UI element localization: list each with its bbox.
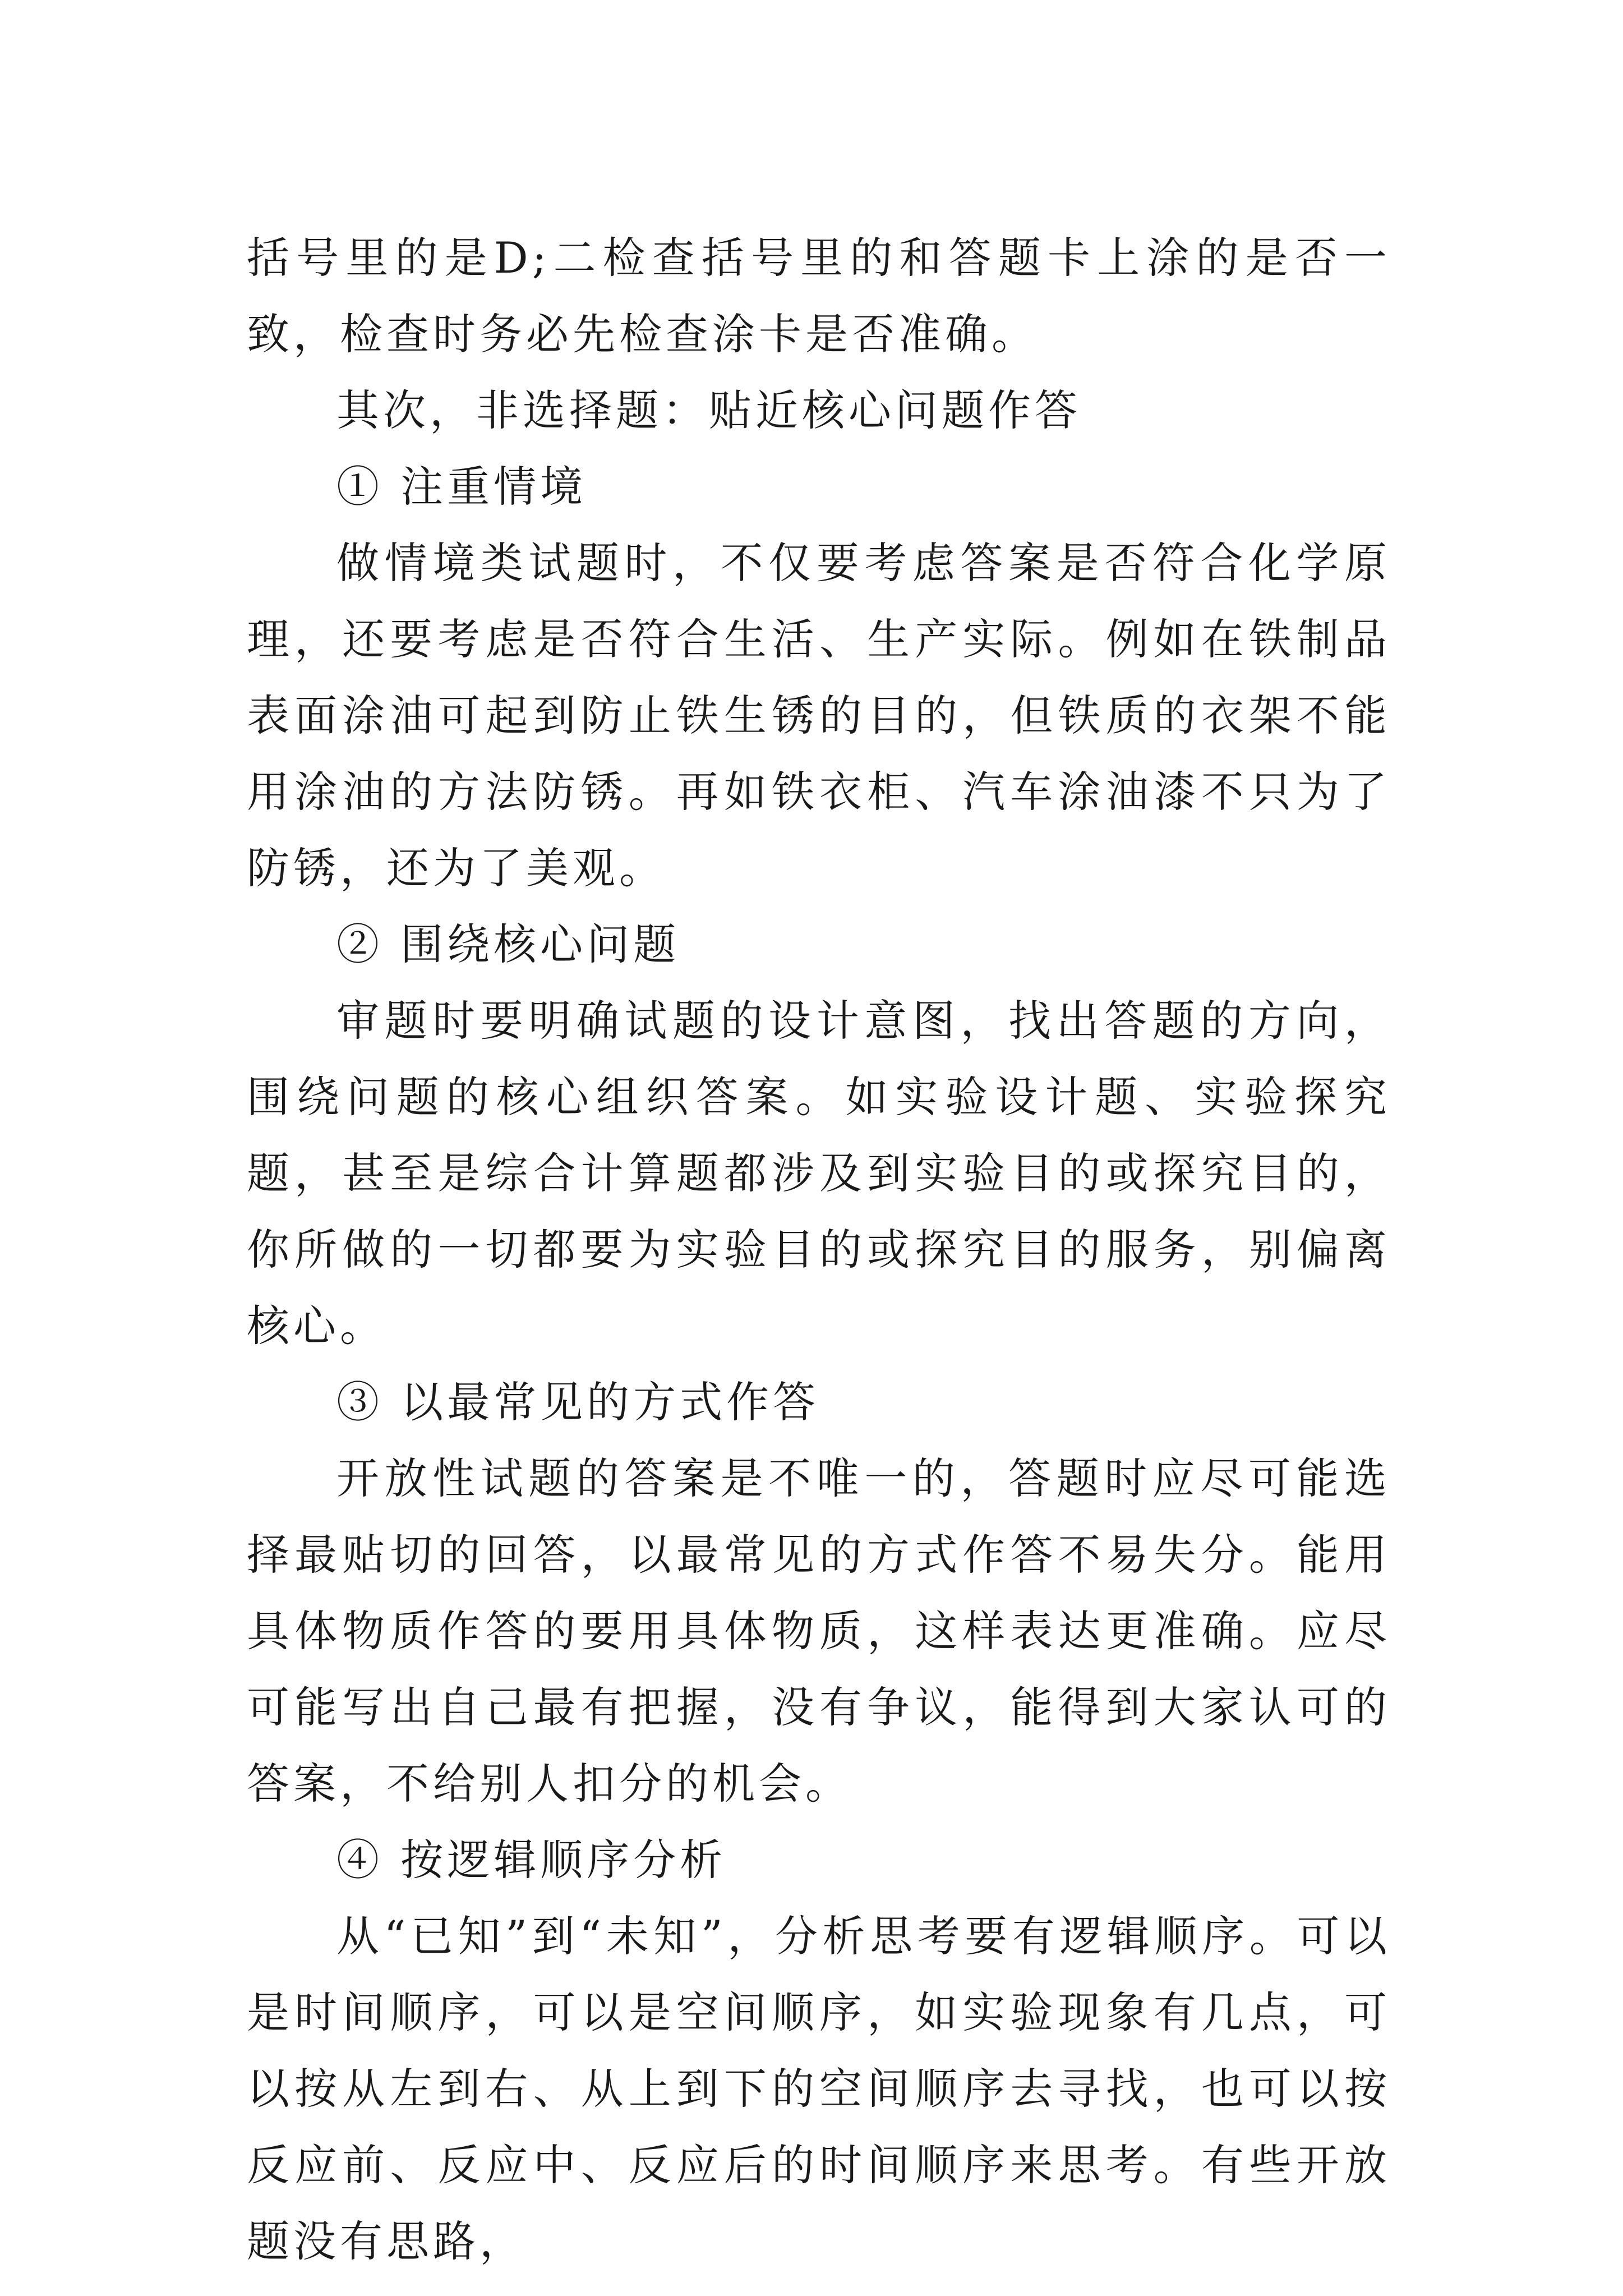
paragraph-logical-order: 从“已知”到“未知”，分析思考要有逻辑顺序。可以是时间顺序，可以是空间顺序，如实验现象有几点，可以按从左到右、从上到下的空间顺序去寻找，也可以按反应前、反应中、反应后的时间顺序来思考。有些开放题没有思路，: [247, 1911, 1391, 2266]
paragraph-core-question: 审题时要明确试题的设计意图，找出答题的方向，围绕问题的核心组织答案。如实验设计题、实验探究题，甚至是综合计算题都涉及到实验目的或探究目的，你所做的一切都要为实验目的或探究目的服务，别偏离核心。: [247, 996, 1391, 1351]
subheading-core-question: ② 围绕核心问题: [336, 919, 680, 969]
paragraph-continuation: 括号里的是D;二检查括号里的和答题卡上涂的是否一致，检查时务必先检查涂卡是否准确。: [247, 233, 1391, 359]
subheading-logical-order: ④ 按逻辑顺序分析: [336, 1835, 727, 1885]
paragraph-common-answer: 开放性试题的答案是不唯一的，答题时应尽可能选择最贴切的回答，以最常见的方式作答不易失分。能用具体物质作答的要用具体物质，这样表达更准确。应尽可能写出自己最有把握，没有争议，能得到大家认可的答案，不给别人扣分的机会。: [247, 1453, 1391, 1809]
body-text: [247, 220, 1391, 2280]
section-heading-non-choice: 其次，非选择题：贴近核心问题作答: [336, 385, 1081, 435]
subheading-context: ① 注重情境: [336, 462, 587, 512]
subheading-common-answer: ③ 以最常见的方式作答: [336, 1377, 820, 1427]
paragraph-context: 做情境类试题时，不仅要考虑答案是否符合化学原理，还要考虑是否符合生活、生产实际。例如在铁制品表面涂油可起到防止铁生锈的目的，但铁质的衣架不能用涂油的方法防锈。再如铁衣柜、汽车涂油漆不只为了防锈，还为了美观。: [247, 538, 1391, 893]
